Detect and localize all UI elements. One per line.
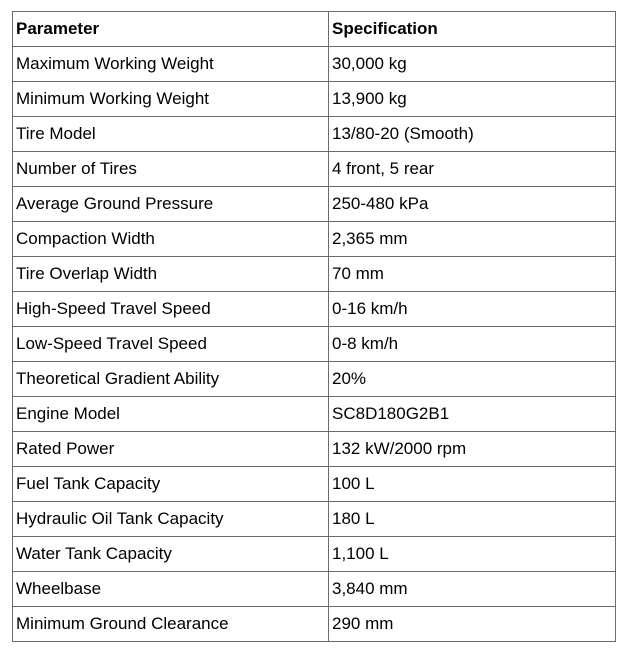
header-specification: Specification xyxy=(329,12,616,47)
parameter-cell: Theoretical Gradient Ability xyxy=(13,362,329,397)
table-row xyxy=(13,607,616,642)
specification-cell: 0-16 km/h xyxy=(329,292,616,327)
table-row xyxy=(13,152,616,187)
parameter-cell: Average Ground Pressure xyxy=(13,187,329,222)
table-row xyxy=(13,82,616,117)
header-parameter: Parameter xyxy=(13,12,329,47)
table-row xyxy=(13,537,616,572)
parameter-cell: Tire Model xyxy=(13,117,329,152)
spec-table xyxy=(12,11,616,642)
specification-cell: 20% xyxy=(329,362,616,397)
table-row xyxy=(13,47,616,82)
parameter-cell: Water Tank Capacity xyxy=(13,537,329,572)
parameter-cell: Hydraulic Oil Tank Capacity xyxy=(13,502,329,537)
table-row xyxy=(13,572,616,607)
parameter-cell: Maximum Working Weight xyxy=(13,47,329,82)
table-row xyxy=(13,432,616,467)
parameter-cell: Minimum Ground Clearance xyxy=(13,607,329,642)
parameter-cell: Engine Model xyxy=(13,397,329,432)
table-header-row xyxy=(13,12,616,47)
specification-cell: 0-8 km/h xyxy=(329,327,616,362)
table-row xyxy=(13,362,616,397)
specification-cell: 100 L xyxy=(329,467,616,502)
table-row xyxy=(13,502,616,537)
specification-cell: 290 mm xyxy=(329,607,616,642)
specification-cell: 4 front, 5 rear xyxy=(329,152,616,187)
parameter-cell: High-Speed Travel Speed xyxy=(13,292,329,327)
specification-cell: 30,000 kg xyxy=(329,47,616,82)
parameter-cell: Tire Overlap Width xyxy=(13,257,329,292)
specification-cell: SC8D180G2B1 xyxy=(329,397,616,432)
table-row xyxy=(13,117,616,152)
specification-cell: 13,900 kg xyxy=(329,82,616,117)
specification-cell: 180 L xyxy=(329,502,616,537)
parameter-cell: Rated Power xyxy=(13,432,329,467)
parameter-cell: Fuel Tank Capacity xyxy=(13,467,329,502)
specification-cell: 2,365 mm xyxy=(329,222,616,257)
parameter-cell: Low-Speed Travel Speed xyxy=(13,327,329,362)
specification-cell: 1,100 L xyxy=(329,537,616,572)
parameter-cell: Wheelbase xyxy=(13,572,329,607)
table-row xyxy=(13,257,616,292)
table-row xyxy=(13,292,616,327)
specification-cell: 132 kW/2000 rpm xyxy=(329,432,616,467)
specification-cell: 70 mm xyxy=(329,257,616,292)
specification-cell: 3,840 mm xyxy=(329,572,616,607)
table-row xyxy=(13,327,616,362)
parameter-cell: Compaction Width xyxy=(13,222,329,257)
parameter-cell: Minimum Working Weight xyxy=(13,82,329,117)
specification-cell: 250-480 kPa xyxy=(329,187,616,222)
table-row xyxy=(13,222,616,257)
table-row xyxy=(13,467,616,502)
parameter-cell: Number of Tires xyxy=(13,152,329,187)
specification-cell: 13/80-20 (Smooth) xyxy=(329,117,616,152)
table-row xyxy=(13,187,616,222)
table-row xyxy=(13,397,616,432)
